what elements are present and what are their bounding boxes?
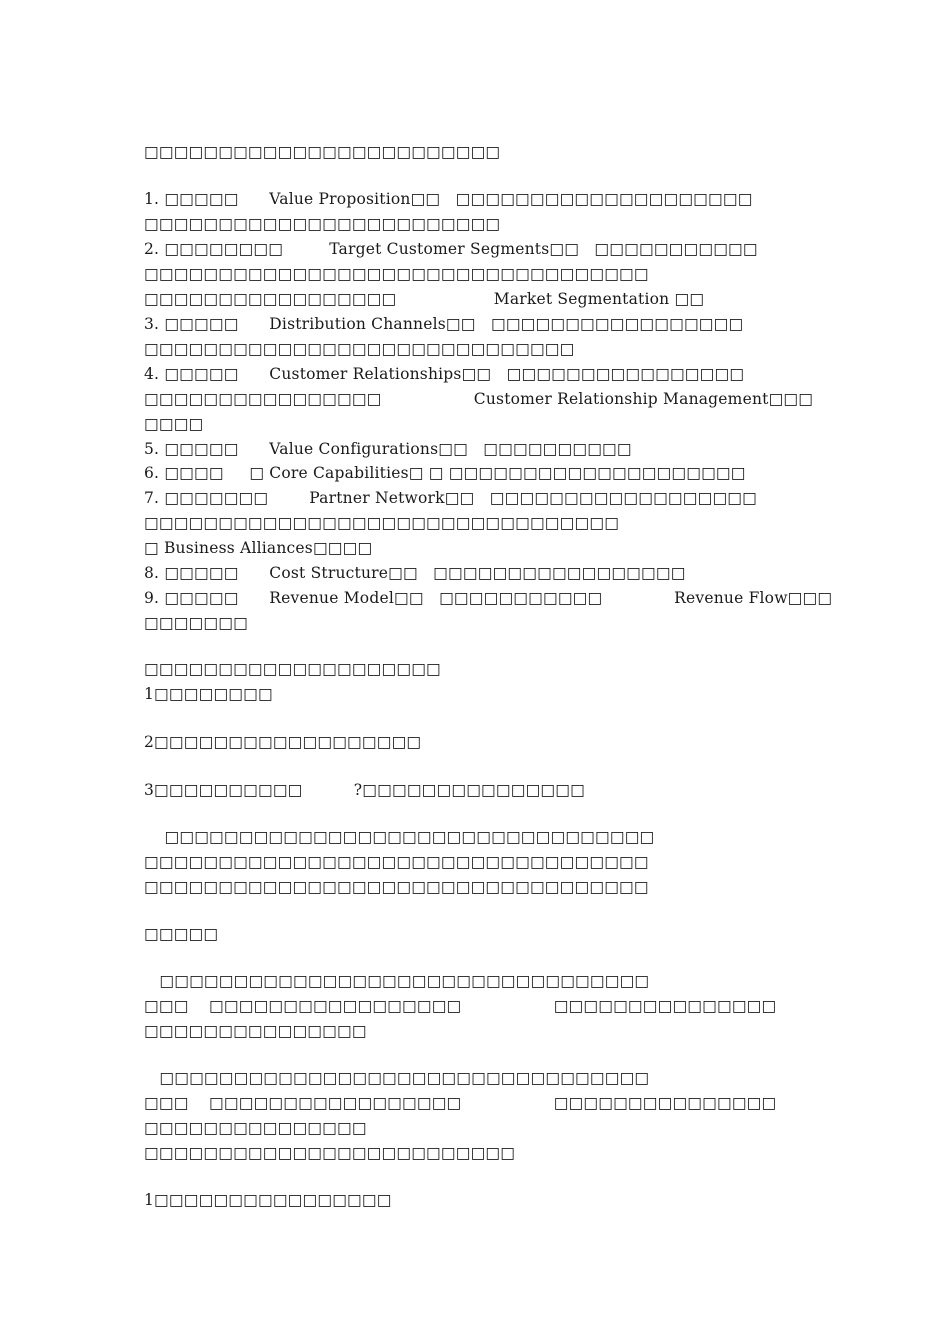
paragraph-3-line-4: □□□□□□□□□□□□□□□□□□□□□□□□□ [144, 1144, 516, 1162]
list-item-final: 1□□□□□□□□□□□□□□□□ [144, 1191, 392, 1209]
element-2-continuation: □□□□□□□□□□□□□□□□□□□□□□□□□□□□□□□□□□ [144, 265, 649, 283]
element-6-core-capabilities: 6. □□□□ □ Core Capabilities□ □ □□□□□□□□□□□□□□□□□□□□ [144, 464, 746, 482]
element-3-continuation: □□□□□□□□□□□□□□□□□□□□□□□□□□□□□ [144, 340, 575, 358]
element-7-continuation: □□□□□□□□□□□□□□□□□□□□□□□□□□□□□□□□ [144, 514, 620, 532]
paragraph-3-line-2: □□□ □□□□□□□□□□□□□□□□□ □□□□□□□□□□□□□□□ [144, 1094, 777, 1112]
element-4-customer-relationships: 4. □□□□□ Customer Relationships□□ □□□□□□□□□□□□□□□□ [144, 365, 745, 383]
element-2-target-customer-segments: 2. □□□□□□□□ Target Customer Segments□□ □□□□□□□□□□□ [144, 240, 758, 258]
element-8-cost-structure: 8. □□□□□ Cost Structure□□ □□□□□□□□□□□□□□□□□ [144, 564, 686, 582]
element-9-continuation: □□□□□□□ [144, 614, 248, 632]
paragraph-2-line-1: □□□□□□□□□□□□□□□□□□□□□□□□□□□□□□□□□ [144, 972, 650, 990]
paragraph-2-line-3: □□□□□□□□□□□□□□□ [144, 1022, 367, 1040]
paragraph-1-line-1: □□□□□□□□□□□□□□□□□□□□□□□□□□□□□□□□□ [144, 828, 655, 846]
element-1-value-proposition: 1. □□□□□ Value Proposition□□ □□□□□□□□□□□□□□□□□□□□ [144, 190, 753, 208]
element-4-crm: □□□□□□□□□□□□□□□□ Customer Relationship Management□□□ [144, 390, 814, 408]
element-9-revenue-model: 9. □□□□□ Revenue Model□□ □□□□□□□□□□□ Revenue Flow□□□ [144, 589, 833, 607]
paragraph-1-line-3: □□□□□□□□□□□□□□□□□□□□□□□□□□□□□□□□□□ [144, 878, 649, 896]
list-item-2: 2□□□□□□□□□□□□□□□□□□ [144, 733, 422, 751]
element-7-business-alliances: □ Business Alliances□□□□ [144, 539, 373, 557]
paragraph-2-line-2: □□□ □□□□□□□□□□□□□□□□□ □□□□□□□□□□□□□□□ [144, 997, 777, 1015]
element-4-continuation: □□□□ [144, 415, 204, 433]
paragraph-1-line-2: □□□□□□□□□□□□□□□□□□□□□□□□□□□□□□□□□□ [144, 853, 649, 871]
sub-heading: □□□□□ [144, 925, 219, 943]
element-7-partner-network: 7. □□□□□□□ Partner Network□□ □□□□□□□□□□□□□□□□□□ [144, 489, 757, 507]
paragraph-3-line-1: □□□□□□□□□□□□□□□□□□□□□□□□□□□□□□□□□ [144, 1069, 650, 1087]
list-item-3: 3□□□□□□□□□□ ?□□□□□□□□□□□□□□□ [144, 781, 585, 799]
list-item-1: 1□□□□□□□□ [144, 685, 273, 703]
element-3-distribution-channels: 3. □□□□□ Distribution Channels□□ □□□□□□□□□□□□□□□□□ [144, 315, 744, 333]
element-1-continuation: □□□□□□□□□□□□□□□□□□□□□□□□ [144, 215, 501, 233]
element-2-market-segmentation: □□□□□□□□□□□□□□□□□ Market Segmentation □□ [144, 290, 705, 308]
paragraph-3-line-3: □□□□□□□□□□□□□□□ [144, 1119, 367, 1137]
intro-line: □□□□□□□□□□□□□□□□□□□□□□□□ [144, 143, 501, 161]
section-heading: □□□□□□□□□□□□□□□□□□□□ [144, 660, 441, 678]
element-5-value-configurations: 5. □□□□□ Value Configurations□□ □□□□□□□□□□ [144, 440, 632, 458]
